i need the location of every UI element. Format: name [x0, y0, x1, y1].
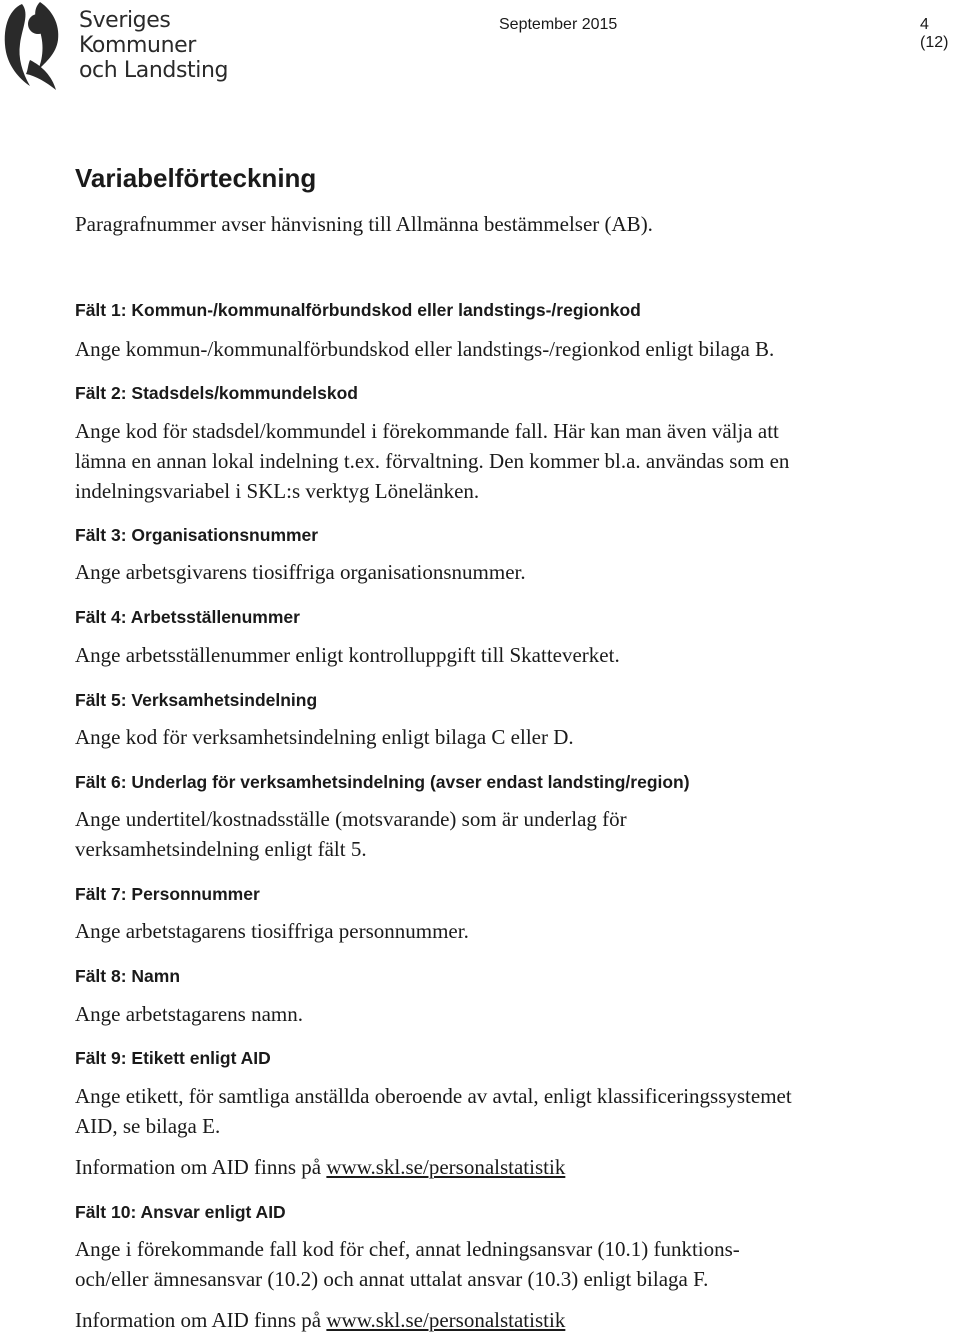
header-page-number: 4 (12)	[920, 16, 949, 51]
text-line: Ange kod för stadsdel/kommundel i förekommande fall. Här kan man även välja att	[75, 419, 779, 443]
logo-line: och Landsting	[79, 58, 229, 83]
text-line: Ange arbetsställenummer enligt kontrolluppgift till Skatteverket.	[75, 643, 620, 667]
intro-text: Paragrafnummer avser hänvisning till Allmänna bestämmelser (AB).	[75, 212, 653, 236]
field-heading: Fält 6: Underlag för verksamhetsindelning (avser endast landsting/region)	[75, 772, 690, 792]
logo-wordmark	[79, 8, 228, 83]
logo	[0, 0, 229, 92]
field-heading: Fält 1: Kommun-/kommunalförbundskod eller landstings-/regionkod	[75, 300, 641, 320]
text-line: verksamhetsindelning enligt fält 5.	[75, 837, 367, 861]
text-line: indelningsvariabel i SKL:s verktyg Lönelänken.	[75, 479, 480, 503]
field-heading: Fält 2: Stadsdels/kommundelskod	[75, 383, 358, 403]
text-line: lämna en annan lokal indelning t.ex. förvaltning. Den kommer bl.a. användas som en	[75, 449, 790, 473]
text-line: Ange kod för verksamhetsindelning enligt bilaga C eller D.	[75, 725, 574, 749]
text-line: Ange arbetstagarens namn.	[75, 1002, 303, 1026]
info-line	[75, 1305, 565, 1335]
text-line: Ange undertitel/kostnadsställe (motsvarande) som är underlag för	[75, 807, 627, 831]
field-description	[75, 1234, 740, 1294]
text-line: Ange arbetstagarens tiosiffriga personnummer.	[75, 919, 469, 943]
logo-line: Sveriges	[79, 8, 171, 33]
page-title: Variabelförteckning	[75, 163, 317, 193]
personalstatistik-link[interactable]: www.skl.se/personalstatistik	[326, 1155, 566, 1179]
field-description	[75, 334, 774, 364]
personalstatistik-link[interactable]: www.skl.se/personalstatistik	[326, 1308, 566, 1332]
text-line: Ange etikett, för samtliga anställda oberoende av avtal, enligt klassificeringssystemet	[75, 1084, 792, 1108]
field-description	[75, 1081, 792, 1141]
field-heading: Fält 10: Ansvar enligt AID	[75, 1202, 286, 1222]
info-line	[75, 1152, 565, 1182]
skl-logo-icon	[0, 0, 80, 92]
field-description	[75, 804, 627, 864]
info-prefix: Information om AID finns på	[75, 1308, 327, 1332]
text-line: Ange kommun-/kommunalförbundskod eller landstings-/regionkod enligt bilaga B.	[75, 337, 775, 361]
field-heading: Fält 3: Organisationsnummer	[75, 525, 319, 545]
text-line: Ange arbetsgivarens tiosiffriga organisationsnummer.	[75, 560, 526, 584]
field-heading: Fält 5: Verksamhetsindelning	[75, 690, 318, 710]
field-heading: Fält 7: Personnummer	[75, 884, 260, 904]
field-heading: Fält 4: Arbetsställenummer	[75, 607, 300, 627]
header-date: September 2015	[499, 16, 618, 33]
text-line: och/eller ämnesansvar (10.2) och annat uttalat ansvar (10.3) enligt bilaga F.	[75, 1267, 709, 1291]
field-heading: Fält 9: Etikett enligt AID	[75, 1048, 271, 1068]
field-description	[75, 722, 574, 752]
field-description	[75, 999, 303, 1029]
field-description	[75, 557, 526, 587]
field-description	[75, 916, 469, 946]
text-line: AID, se bilaga E.	[75, 1114, 221, 1138]
field-description	[75, 416, 789, 506]
text-line: Ange i förekommande fall kod för chef, annat ledningsansvar (10.1) funktions-	[75, 1237, 740, 1261]
field-description	[75, 640, 620, 670]
info-prefix: Information om AID finns på	[75, 1155, 327, 1179]
logo-line: Kommuner	[79, 33, 196, 58]
field-heading: Fält 8: Namn	[75, 966, 181, 986]
